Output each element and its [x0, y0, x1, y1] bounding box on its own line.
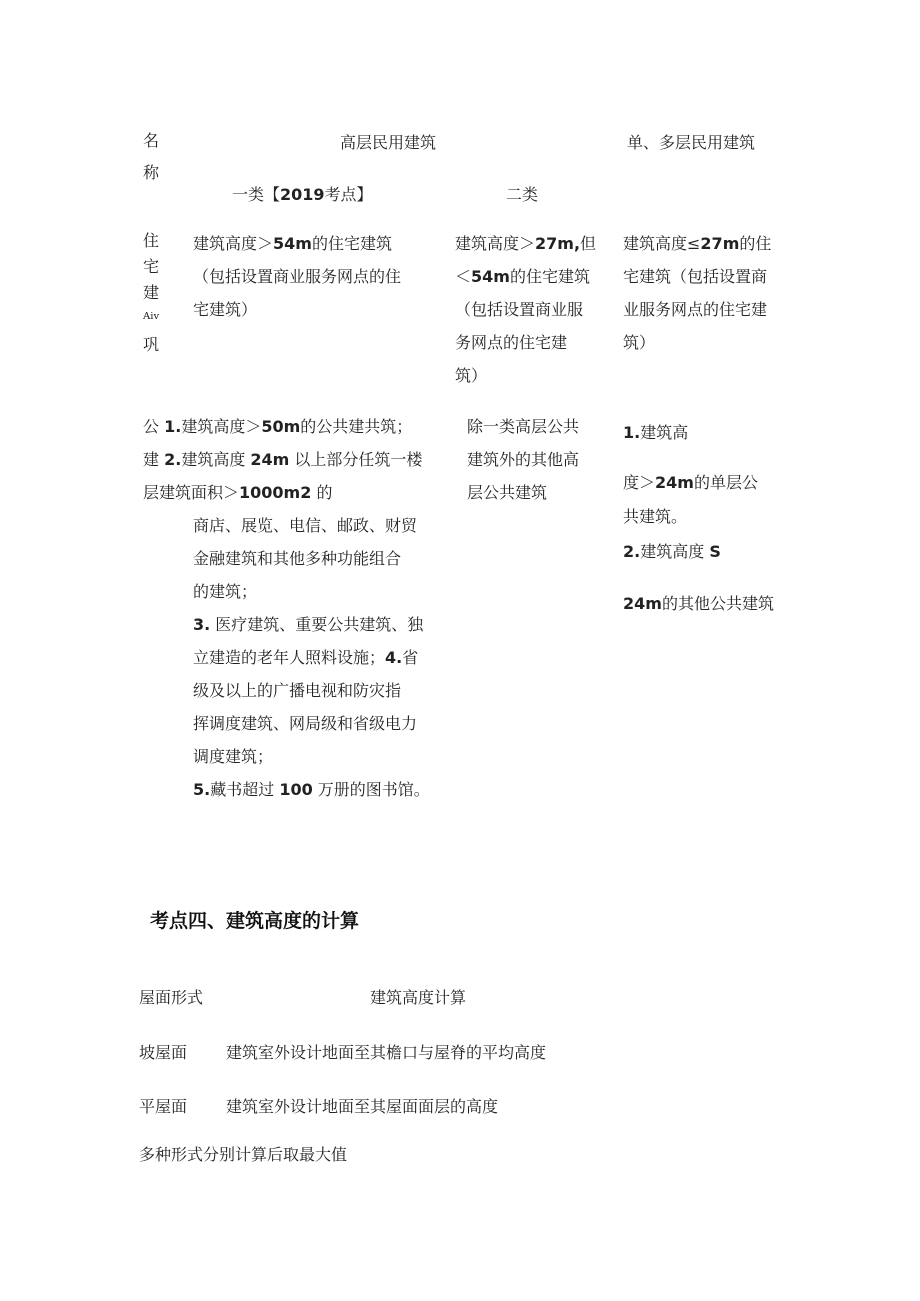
public-class1-lead-text: [143, 410, 422, 509]
text-line: 除一类高层公共: [467, 417, 580, 436]
text-line: 建筑外的其他高: [467, 450, 580, 469]
text-line: 金融建筑和其他多种功能组合: [193, 549, 402, 568]
public-low-rise-line1: [623, 416, 688, 449]
residential-low-rise-text: [623, 227, 771, 359]
public-low-rise-line3: [623, 500, 687, 533]
text-line: 的建筑；: [193, 582, 258, 601]
text-line: 建筑高度≤27m的住: [623, 234, 772, 253]
text-line: 挥调度建筑、网局级和省级电力: [193, 714, 418, 733]
text-line: 务网点的住宅建: [455, 333, 568, 352]
header-name-line1: 名: [143, 131, 160, 150]
row-label-char: 建: [143, 283, 160, 302]
residential-class2-text: [455, 227, 596, 392]
text-line: ＜54m的住宅建筑: [455, 267, 590, 286]
text-line: 2.建筑高度 S: [623, 542, 721, 561]
row-label-residential: [143, 228, 159, 358]
text-line: 商店、展览、电信、邮政、财贸: [193, 516, 418, 535]
text-line: 筑）: [455, 366, 488, 385]
row-label-char: 住: [143, 231, 160, 250]
text-line: （包括设置商业服: [455, 300, 584, 319]
header-name-line2: 称: [143, 163, 160, 182]
text-line: 筑）: [623, 333, 656, 352]
text-line: 建筑高度＞27m,但: [455, 234, 597, 253]
row-label-char: ᴬⁱᵛ: [143, 309, 160, 328]
text-line: 共建筑。: [623, 507, 688, 526]
text-line: 公 1.建筑高度＞50m的公共建共筑；: [143, 417, 413, 436]
text-line: （包括设置商业服务网点的住: [193, 267, 402, 286]
text-line: 建 2.建筑高度 24m 以上部分任筑一楼: [143, 450, 423, 469]
table2-row1-calc: 建筑室外设计地面至其檐口与屋脊的平均高度: [226, 1043, 547, 1062]
text-line: 24m的其他公共建筑: [623, 594, 774, 613]
text-line: 业服务网点的住宅建: [623, 300, 768, 319]
text-line: 层公共建筑: [467, 483, 548, 502]
row-label-char: 宅: [143, 257, 160, 276]
table2-row1-type: 坡屋面: [139, 1043, 188, 1062]
text-line: 级及以上的广播电视和防灾指: [193, 681, 402, 700]
subheader-class1: 一类【2019考点】: [232, 185, 373, 204]
text-line: 宅建筑）: [193, 300, 258, 319]
public-low-rise-line5: [623, 587, 774, 620]
text-line: 度＞24m的单层公: [623, 473, 758, 492]
row-label-char: 巩: [143, 335, 160, 354]
text-line: 建筑高度＞54m的住宅建筑: [193, 234, 392, 253]
public-class1-body-text: [193, 509, 430, 806]
public-low-rise-line2: [623, 466, 758, 499]
table2-header-roof-type: 屋面形式: [139, 988, 204, 1007]
text-line: 层建筑面积＞1000m2 的: [143, 483, 333, 502]
text-line: 宅建筑（包括设置商: [623, 267, 768, 286]
public-class2-text: [467, 410, 579, 509]
table2-header-height-calc: 建筑高度计算: [370, 988, 467, 1007]
section-heading: 考点四、建筑高度的计算: [150, 910, 360, 932]
text-line: 1.建筑高: [623, 423, 689, 442]
public-low-rise-line4: [623, 535, 721, 568]
table2-row2-calc: 建筑室外设计地面至其屋面面层的高度: [226, 1097, 499, 1116]
text-line: 立建造的老年人照料设施；4.省: [193, 648, 419, 667]
residential-class1-text: [193, 227, 401, 326]
table2-row2-type: 平屋面: [139, 1097, 188, 1116]
table2-note: 多种形式分别计算后取最大值: [139, 1145, 348, 1164]
header-low-rise: 单、多层民用建筑: [627, 133, 756, 152]
text-line: 3. 医疗建筑、重要公共建筑、独: [193, 615, 424, 634]
subheader-class2: 二类: [506, 185, 539, 204]
header-high-rise: 高层民用建筑: [340, 133, 437, 152]
text-line: 5.藏书超过 100 万册的图书馆。: [193, 780, 430, 799]
text-line: 调度建筑；: [193, 747, 274, 766]
